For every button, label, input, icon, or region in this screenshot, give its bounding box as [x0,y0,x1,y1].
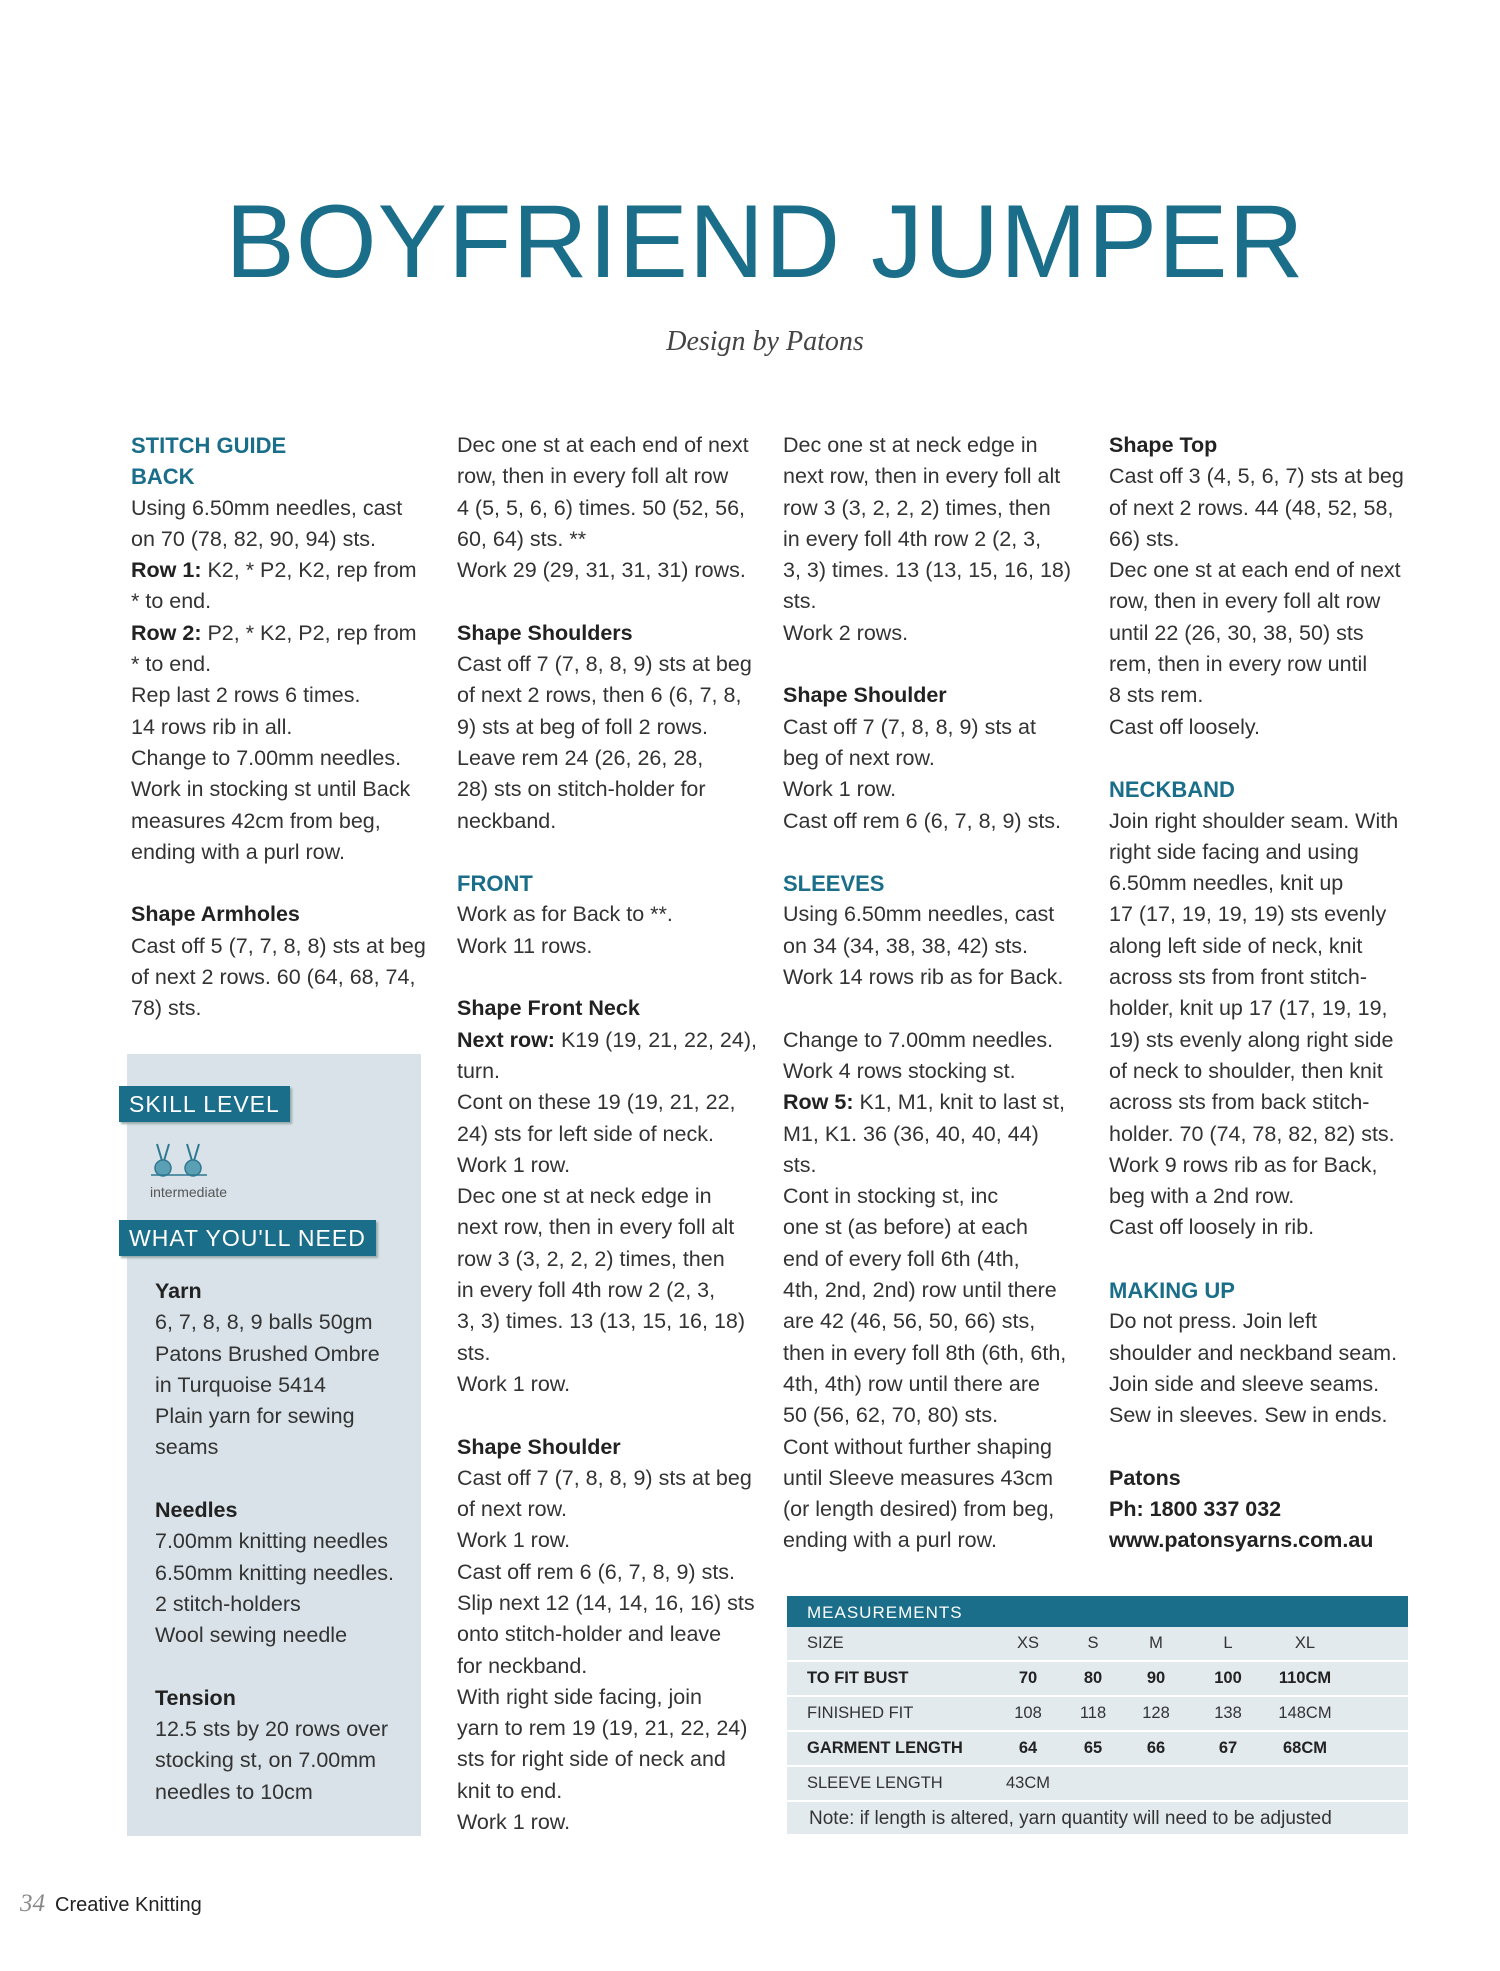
text-line [457,1025,757,1056]
byline: Design by Patons [666,326,864,357]
text-line: row 3 (3, 2, 2, 2) times, then [457,1246,725,1271]
text-line: 78) sts. [131,996,202,1021]
text-line: end of every foll 6th (4th, [783,1246,1020,1271]
text-line: 12.5 sts by 20 rows over [155,1717,389,1742]
row-label: GARMENT LENGTH [787,1731,991,1766]
text-line: 6, 7, 8, 8, 9 balls 50gm [155,1310,373,1335]
text-line: 28) sts on stitch-holder for [457,777,706,802]
text-line: * to end. [131,652,212,677]
needles-heading: Needles [155,1498,238,1523]
text-line: yarn to rem 19 (19, 21, 22, 24) [457,1716,748,1741]
text-line: Work 1 row. [457,1528,571,1553]
table-row [787,1627,1408,1661]
shape-front-neck-heading: Shape Front Neck [457,996,640,1021]
text-line: knit to end. [457,1778,563,1803]
text-line: Change to 7.00mm needles. [131,745,402,770]
text-line: Work 1 row. [783,777,897,802]
text-line: until 22 (26, 30, 38, 50) sts [1109,620,1364,645]
text-line: Dec one st at neck edge in [783,433,1038,457]
text-line: 8 sts rem. [1109,683,1204,708]
cell: 128 [1121,1696,1191,1731]
text-line: Sew in sleeves. Sew in ends. [1109,1403,1388,1428]
yarn-heading: Yarn [155,1279,202,1303]
cell: 67 [1191,1731,1265,1766]
cell: 70 [991,1661,1065,1696]
text-line: 4th, 2nd, 2nd) row until there [783,1278,1057,1303]
contact-name: Patons [1109,1465,1181,1490]
text-line: right side facing and using [1109,839,1359,864]
text-line: of next 2 rows. 60 (64, 68, 74, [131,965,416,990]
sleeves-heading: SLEEVES [783,871,885,897]
cell: 90 [1121,1661,1191,1696]
text-line: Work as for Back to **. [457,902,673,927]
text-line: Work 29 (29, 31, 31, 31) rows. [457,558,746,583]
text-line: (or length desired) from beg, [783,1497,1055,1522]
cell: 118 [1065,1696,1121,1731]
stitch-guide-heading: STITCH GUIDE [131,433,287,458]
text-line: of next row. [457,1497,567,1522]
text-line: sts for right side of neck and [457,1747,726,1772]
text-line: Join side and sleeve seams. [1109,1371,1380,1396]
text-line: Work in stocking st until Back [131,777,411,802]
text-line: stocking st, on 7.00mm [155,1748,377,1773]
cell: 68CM [1265,1731,1345,1766]
text-line: of neck to shoulder, then knit [1109,1058,1383,1083]
cell: 64 [991,1731,1065,1766]
text-line: Work 14 rows rib as for Back. [783,965,1064,990]
text-line: 66) sts. [1109,526,1180,551]
text-line: Cast off rem 6 (6, 7, 8, 9) sts. [783,808,1062,833]
text-line [131,618,426,649]
text-line: Do not press. Join left [1109,1309,1317,1334]
text-line: Work 1 row. [457,1152,571,1177]
text-line: 24) sts for left side of neck. [457,1121,714,1146]
shape-shoulder-heading: Shape Shoulder [783,683,947,708]
text-line: shoulder and neckband seam. [1109,1340,1398,1365]
text-line: beg with a 2nd row. [1109,1184,1295,1209]
text-line: beg of next row. [783,745,935,770]
cell: 148CM [1265,1696,1345,1731]
row-text: K1, M1, knit to last st, [853,1090,1065,1115]
neckband-heading: NECKBAND [1109,777,1235,803]
making-up-heading: MAKING UP [1109,1278,1235,1304]
text-line: * to end. [131,589,212,614]
text-line: 3, 3) times. 13 (13, 15, 16, 18) [783,558,1072,583]
row-label: Next row: [457,1027,555,1052]
cell: 43CM [991,1766,1065,1801]
skill-level-tag: SKILL LEVEL [119,1086,290,1122]
text-line: needles to 10cm [155,1779,313,1804]
text-line: row 3 (3, 2, 2, 2) times, then [783,495,1051,520]
text-line: ending with a purl row. [783,1528,997,1553]
sidebar-panel [127,1054,421,1836]
row-label: Row 1: [131,558,202,583]
column-3 [783,430,1071,1557]
text-line: turn. [457,1058,501,1083]
skill-level-value: intermediate [150,1184,228,1200]
text-line: 19) sts evenly along right side [1109,1027,1394,1052]
text-line: Cont without further shaping [783,1434,1052,1459]
shape-shoulder-heading: Shape Shoulder [457,1434,621,1459]
text-line: Slip next 12 (14, 14, 16, 16) sts [457,1590,755,1615]
text-line [783,1087,1071,1118]
row-label: FINISHED FIT [787,1696,991,1731]
text-line: in every foll 4th row 2 (2, 3, [783,526,1042,551]
text-line: Cast off rem 6 (6, 7, 8, 9) sts. [457,1559,736,1584]
what-youll-need-tag: WHAT YOU'LL NEED [119,1220,376,1256]
text-line: sts. [783,1152,817,1177]
text-line: With right side facing, join [457,1684,702,1709]
text-line: Work 1 row. [457,1371,571,1396]
measurements-note: Note: if length is altered, yarn quantity will need to be adjusted [809,1808,1332,1829]
text-line: for neckband. [457,1653,588,1678]
row-label: SIZE [787,1627,991,1661]
text-line: Cast off 7 (7, 8, 8, 9) sts at beg [457,1465,752,1490]
cell: L [1191,1627,1265,1661]
back-heading: BACK [131,464,195,490]
row-label: SLEEVE LENGTH [787,1766,991,1801]
text-line: row, then in every foll alt row [457,464,729,489]
text-line: along left side of neck, knit [1109,933,1363,958]
text-line: one st (as before) at each [783,1215,1029,1240]
row-label: TO FIT BUST [787,1661,991,1696]
text-line: until Sleeve measures 43cm [783,1465,1054,1490]
text-line: in every foll 4th row 2 (2, 3, [457,1278,716,1303]
row-label: Row 2: [131,620,202,645]
column-2 [457,430,757,1838]
text-line: 9) sts at beg of foll 2 rows. [457,714,708,739]
cell: 108 [991,1696,1065,1731]
cell: XS [991,1627,1065,1661]
text-line: Cast off 7 (7, 8, 8, 9) sts at beg [457,652,752,677]
text-line [131,555,426,586]
text-line: Cast off loosely. [1109,714,1260,739]
text-line: Cast off loosely in rib. [1109,1215,1315,1240]
text-line: 4th, 4th) row until there are [783,1371,1040,1396]
page-number: 34 [20,1890,45,1917]
text-line: seams [155,1435,219,1460]
cell: 100 [1191,1661,1265,1696]
text-line: Change to 7.00mm needles. [783,1027,1054,1052]
text-line: Leave rem 24 (26, 26, 28, [457,745,704,770]
text-line: 2 stitch-holders [155,1591,301,1616]
cell: 110CM [1265,1661,1345,1696]
text-line: Rep last 2 rows 6 times. [131,683,361,708]
table-row [787,1766,1408,1801]
text-line: next row, then in every foll alt [457,1215,735,1240]
text-line: are 42 (46, 56, 50, 66) sts, [783,1309,1036,1334]
table-row [787,1661,1408,1696]
tension-heading: Tension [155,1685,236,1710]
row-label: Row 5: [783,1090,854,1115]
text-line: next row, then in every foll alt [783,464,1061,489]
measurements-table [787,1596,1408,1834]
cell: M [1121,1627,1191,1661]
column-4 [1109,430,1404,1557]
text-line: across sts from back stitch- [1109,1090,1370,1115]
text-line: Cast off 5 (7, 7, 8, 8) sts at beg [131,933,426,958]
text-line: on 70 (78, 82, 90, 94) sts. [131,526,377,551]
text-line: Plain yarn for sewing [155,1404,355,1429]
text-line: Dec one st at neck edge in [457,1184,712,1209]
skill-level-icon [149,1142,209,1178]
page-title: BOYFRIEND JUMPER [225,184,1305,300]
text-line: neckband. [457,808,557,833]
text-line: Work 11 rows. [457,933,593,958]
text-line: Using 6.50mm needles, cast [131,495,403,520]
text-line: row, then in every foll alt row [1109,589,1381,614]
row-text: P2, * K2, P2, rep from [201,620,417,645]
cell: XL [1265,1627,1345,1661]
text-line: 6.50mm needles, knit up [1109,871,1344,896]
text-line: 4 (5, 5, 6, 6) times. 50 (52, 56, [457,495,746,520]
text-line: M1, K1. 36 (36, 40, 40, 44) [783,1121,1039,1146]
text-line: onto stitch-holder and leave [457,1622,722,1647]
cell: S [1065,1627,1121,1661]
text-line: 7.00mm knitting needles [155,1529,389,1554]
page-footer [20,1890,202,1918]
text-line: ending with a purl row. [131,839,345,864]
text-line: Using 6.50mm needles, cast [783,902,1055,927]
magazine-name: Creative Knitting [55,1894,202,1916]
text-line: 50 (56, 62, 70, 80) sts. [783,1403,999,1428]
text-line: across sts from front stitch- [1109,965,1368,990]
text-line: Work 1 row. [457,1810,571,1835]
row-text: K19 (19, 21, 22, 24), [554,1027,757,1052]
text-line: on 34 (34, 38, 38, 42) sts. [783,933,1029,958]
text-line: measures 42cm from beg, [131,808,381,833]
text-line: Dec one st at each end of next [457,433,749,457]
cell: 80 [1065,1661,1121,1696]
column-1 [131,430,426,1025]
text-line: Patons Brushed Ombre [155,1341,380,1366]
text-line: holder, knit up 17 (17, 19, 19, [1109,996,1388,1021]
text-line: 3, 3) times. 13 (13, 15, 16, 18) [457,1309,746,1334]
text-line: Work 4 rows stocking st. [783,1058,1016,1083]
text-line: holder. 70 (74, 78, 82, 82) sts. [1109,1121,1395,1146]
text-line: Cont in stocking st, inc [783,1184,999,1209]
table-row [787,1731,1408,1766]
shape-shoulders-heading: Shape Shoulders [457,620,633,645]
text-line: Join right shoulder seam. With [1109,808,1399,833]
text-line: Cast off 3 (4, 5, 6, 7) sts at beg [1109,464,1404,489]
text-line: 60, 64) sts. ** [457,526,587,551]
text-line: 6.50mm knitting needles. [155,1560,395,1585]
text-line: Dec one st at each end of next [1109,558,1401,583]
text-line: Work 2 rows. [783,620,909,645]
text-line: in Turquoise 5414 [155,1372,326,1397]
text-line: Work 9 rows rib as for Back, [1109,1152,1378,1177]
text-line: rem, then in every row until [1109,652,1368,677]
table-row [787,1696,1408,1731]
contact-phone: Ph: 1800 337 032 [1109,1497,1282,1522]
measurements-heading: MEASUREMENTS [787,1596,1408,1627]
front-heading: FRONT [457,871,533,897]
text-line: sts. [783,589,817,614]
text-line: Wool sewing needle [155,1623,348,1648]
text-line: Cast off 7 (7, 8, 8, 9) sts at [783,714,1036,739]
text-line: sts. [457,1340,491,1365]
text-line: of next 2 rows. 44 (48, 52, 58, [1109,495,1394,520]
materials-list [155,1276,394,1808]
shape-top-heading: Shape Top [1109,433,1218,457]
contact-website: www.patonsyarns.com.au [1109,1528,1374,1553]
text-line: 17 (17, 19, 19, 19) sts evenly [1109,902,1387,927]
cell: 138 [1191,1696,1265,1731]
text-line: then in every foll 8th (6th, 6th, [783,1340,1067,1365]
text-line: 14 rows rib in all. [131,714,293,739]
cell: 65 [1065,1731,1121,1766]
text-line: of next 2 rows, then 6 (6, 7, 8, [457,683,742,708]
row-text: K2, * P2, K2, rep from [201,558,417,583]
cell: 66 [1121,1731,1191,1766]
text-line: Cont on these 19 (19, 21, 22, [457,1090,736,1115]
shape-armholes-heading: Shape Armholes [131,902,300,927]
